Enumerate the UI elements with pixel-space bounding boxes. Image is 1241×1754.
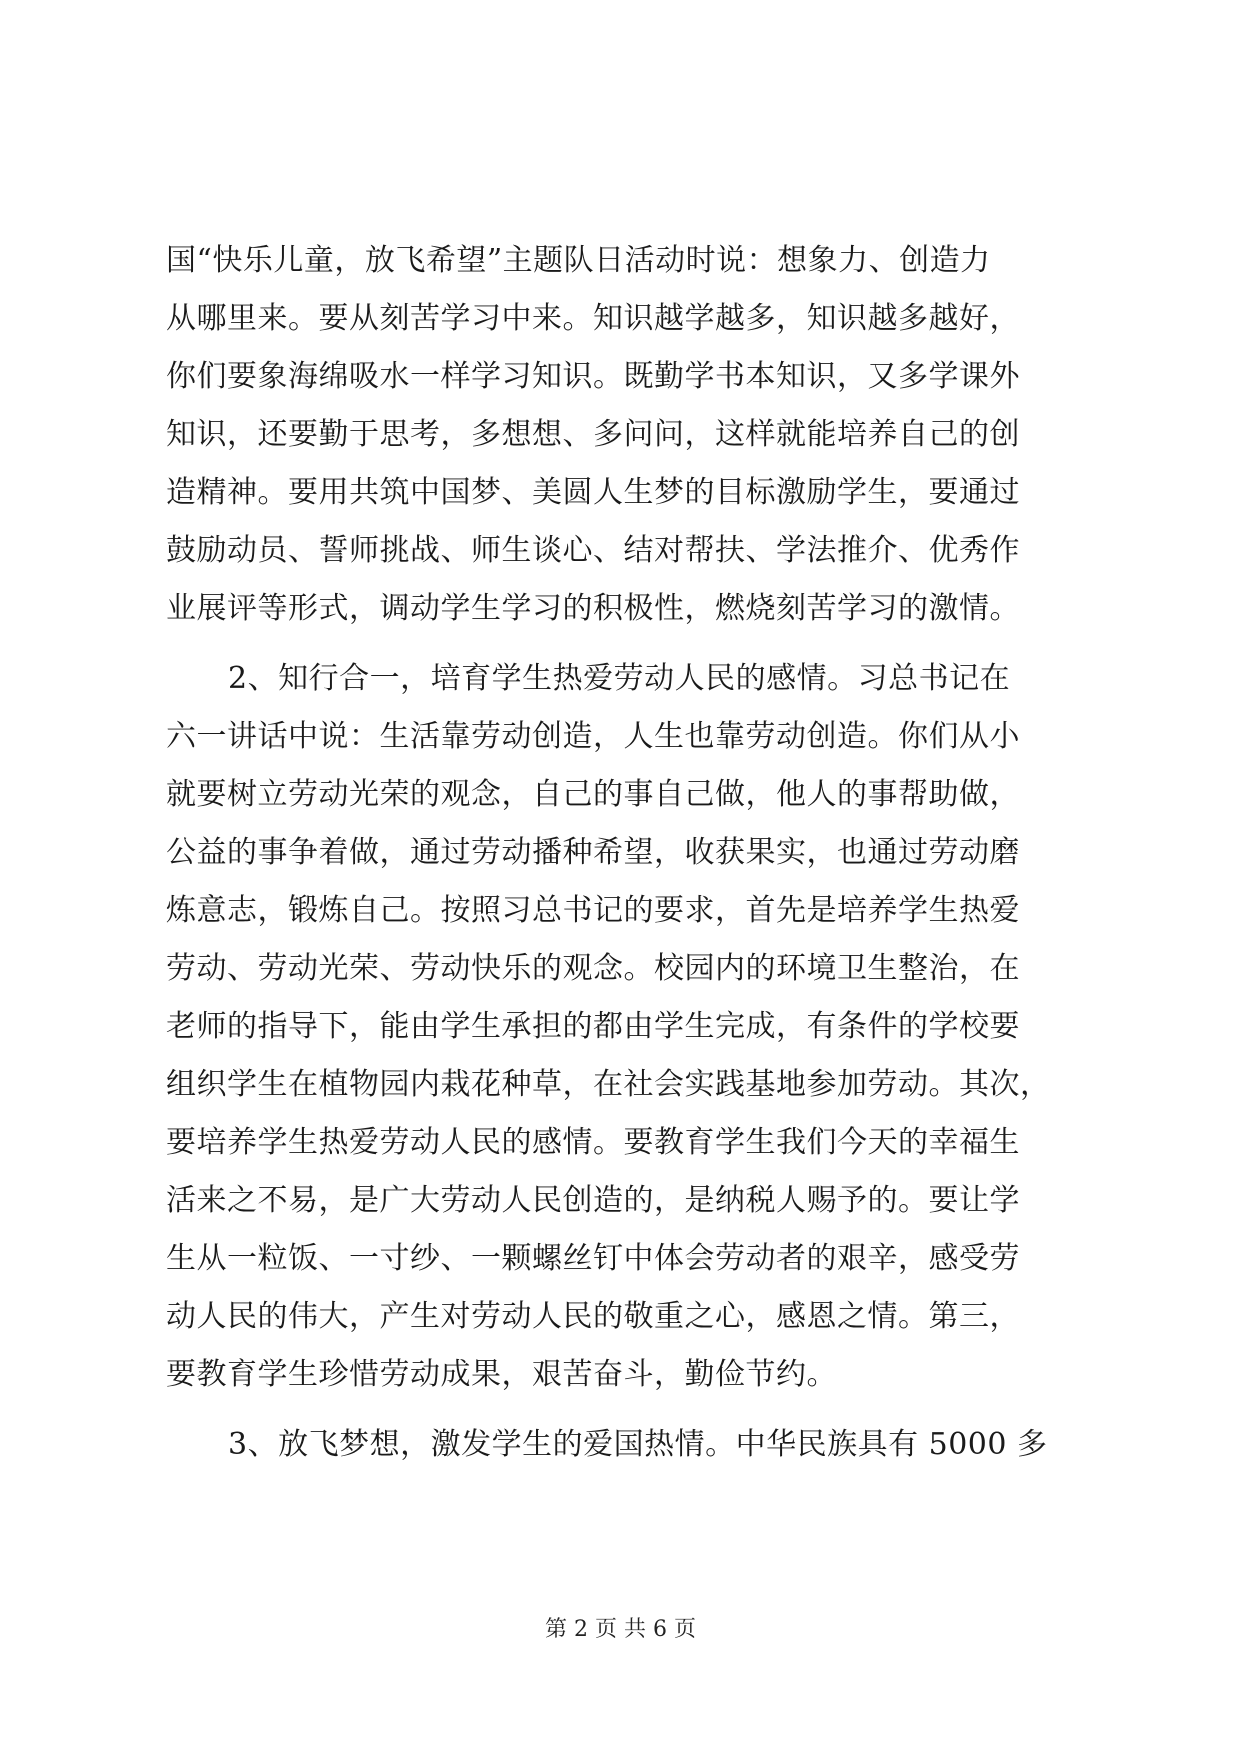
text-line: 活来之不易，是广大劳动人民创造的，是纳税人赐予的。要让学 xyxy=(166,1183,1020,1218)
text-line: 知识，还要勤于思考，多想想、多问问，这样就能培养自己的创 xyxy=(166,417,1020,452)
text-line: 业展评等形式，调动学生学习的积极性，燃烧刻苦学习的激情。 xyxy=(166,591,1020,626)
text-line: 要培养学生热爱劳动人民的感情。要教育学生我们今天的幸福生 xyxy=(166,1125,1020,1160)
text-line: 炼意志，锻炼自己。按照习总书记的要求，首先是培养学生热爱 xyxy=(166,893,1020,928)
paragraph-3-first-line: 3、放飞梦想，激发学生的爱国热情。中华民族具有 5000 多 xyxy=(228,1427,1048,1462)
text-line: 公益的事争着做，通过劳动播种希望，收获果实，也通过劳动磨 xyxy=(166,835,1020,870)
text-line: 鼓励动员、誓师挑战、师生谈心、结对帮扶、学法推介、优秀作 xyxy=(166,533,1020,568)
paragraph-2-first-line: 2、知行合一，培育学生热爱劳动人民的感情。习总书记在 xyxy=(228,661,1011,696)
text-line: 造精神。要用共筑中国梦、美圆人生梦的目标激励学生，要通过 xyxy=(166,475,1020,510)
text-line: 组织学生在植物园内栽花种草，在社会实践基地参加劳动。其次， xyxy=(166,1067,1051,1102)
text-line: 要教育学生珍惜劳动成果，艰苦奋斗，勤俭节约。 xyxy=(166,1357,837,1392)
text-line: 六一讲话中说：生活靠劳动创造，人生也靠劳动创造。你们从小 xyxy=(166,719,1020,754)
text-line: 老师的指导下，能由学生承担的都由学生完成，有条件的学校要 xyxy=(166,1009,1020,1044)
text-line: 国“快乐儿童，放飞希望”主题队日活动时说：想象力、创造力 xyxy=(166,243,991,278)
text-line: 劳动、劳动光荣、劳动快乐的观念。校园内的环境卫生整治，在 xyxy=(166,951,1020,986)
page-number-footer: 第 2 页 共 6 页 xyxy=(545,1617,696,1642)
text-line: 你们要象海绵吸水一样学习知识。既勤学书本知识，又多学课外 xyxy=(166,359,1020,394)
text-line: 就要树立劳动光荣的观念，自己的事自己做，他人的事帮助做， xyxy=(166,777,1020,812)
text-line: 动人民的伟大，产生对劳动人民的敬重之心，感恩之情。第三， xyxy=(166,1299,1020,1334)
text-line: 生从一粒饭、一寸纱、一颗螺丝钉中体会劳动者的艰辛，感受劳 xyxy=(166,1241,1020,1276)
text-line: 从哪里来。要从刻苦学习中来。知识越学越多，知识越多越好， xyxy=(166,301,1020,336)
document-body xyxy=(166,232,1086,1474)
